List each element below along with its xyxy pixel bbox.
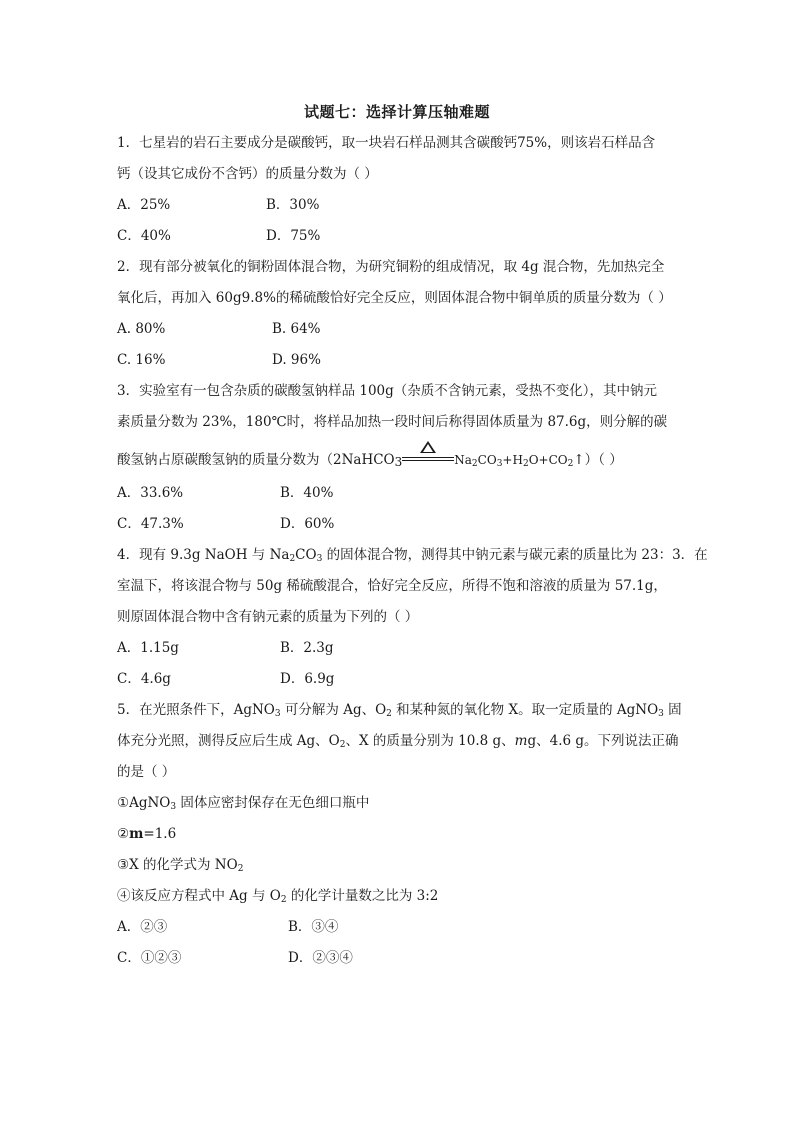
formula-part: O+CO [528,453,568,467]
q1-option-a: A．25% [117,197,171,213]
heating-condition-sign [402,453,454,469]
q1-options-row2 [117,221,695,252]
variable-m: m [514,733,528,749]
q5-option-b: B．③④ [288,919,339,935]
subscript: 3 [274,709,281,719]
q3-option-a: A．33.6% [117,485,184,501]
q4-stem-line1 [117,540,708,571]
q5-stem-line2 [117,726,695,757]
q4-option-d: D．6.9g [280,671,335,687]
subscript: 2 [237,864,244,874]
text-part: =1.6 [143,826,177,842]
text-part: ③X 的化学式为 NO [117,857,238,873]
q1-option-d: D．75% [266,228,321,244]
subscript: 2 [522,459,529,469]
formula-part: Na [454,453,472,467]
q2-option-c: C. 16% [117,352,166,368]
q3-options-row2 [117,509,695,540]
q5-statement-4 [117,881,695,912]
subscript: 2 [289,554,296,564]
q3-stem-line3 [117,438,695,478]
text-part: 、X 的质量分别为 10.8 g、 [345,733,515,749]
q4-option-c: C．4.6g [117,671,171,687]
q5-options-row1 [117,912,695,943]
q2-option-d: D. 96% [272,352,321,368]
subscript: 2 [386,709,392,719]
q3-options-row1 [117,478,695,509]
subscript: 3 [394,455,403,469]
q3-stem-line1: 3．实验室有一包含杂质的碳酸氢钠样品 100g（杂质不含钠元素，受热不变化），其中钠元 [117,383,658,399]
text-part: 的化学计量数之比为 3:2 [286,888,439,904]
text-part: ①AgNO [117,795,171,811]
subscript: 2 [339,740,346,750]
q4-option-b: B．2.3g [280,640,334,656]
text-part: 固体应密封保存在无色细口瓶中 [176,795,370,811]
text-part: 固 [663,702,682,718]
q5-stem-line1 [117,695,695,726]
formula-part: +H [502,453,523,467]
q5-statement-2 [117,819,695,850]
text-part: 4．现有 9.3g NaOH 与 Na [117,547,290,563]
question-list [117,128,708,974]
subscript: 2 [471,459,478,469]
variable-m: m [129,826,144,842]
text-part: 体充分光照，测得反应后生成 Ag、O [117,733,340,749]
q4-stem-line2: 室温下，将该混合物与 50g 稀硫酸混合，恰好完全反应，所得不饱和溶液的质量为 57.1g， [117,578,667,594]
subscript: 2 [567,459,574,469]
text-part: CO [295,547,317,563]
text-part: ② [117,826,130,842]
q2-stem-line1: 2．现有部分被氧化的铜粉固体混合物，为研究铜粉的组成情况，取 4g 混合物，先加热完全 [117,259,665,275]
q5-statement-1 [117,788,695,819]
q3-option-d: D．60% [280,516,335,532]
q1-option-b: B．30% [266,197,320,213]
q4-option-a: A．1.15g [117,640,179,656]
q5-option-d: D．②③④ [288,950,353,966]
subscript: 3 [316,554,323,564]
page-title: 试题七：选择计算压轴难题 [303,103,490,121]
text-part: 5．在光照条件下，AgNO [117,702,275,718]
q5-stem-line3: 的是（ ） [117,764,176,780]
subscript: 2 [280,895,287,905]
subscript: 3 [658,709,664,719]
q1-option-c: C．40% [117,228,171,244]
q3-option-b: B．40% [280,485,334,501]
q5-option-c: C．①②③ [117,950,182,966]
text-part: 可分解为 Ag、O [280,702,387,718]
q4-options-row1 [117,633,695,664]
q1-stem-line2: 钙（设其它成份不含钙）的质量分数为（ ） [117,166,378,182]
text-part: g、4.6 g。下列说法正确 [527,733,679,749]
q1-stem-line1: 1．七星岩的岩石主要成分是碳酸钙，取一块岩石样品测其含碳酸钙75%，则该岩石样品含 [117,135,656,151]
q4-stem-line3: 则原固体混合物中含有钠元素的质量为下列的（ ） [117,609,419,625]
text-part: 和某种氮的氧化物 X。取一定质量的 AgNO [391,702,659,718]
q5-statement-3 [117,850,695,881]
q2-stem-line2: 氧化后，再加入 60g9.8%的稀硫酸恰好完全反应，则固体混合物中铜单质的质量分数为（ ） [117,290,672,306]
q4-options-row2 [117,664,695,695]
text-part: 的固体混合物，测得其中钠元素与碳元素的质量比为 23：3．在 [322,547,708,563]
q2-options-row2 [117,345,695,376]
formula-part: ↑）（ ） [573,452,623,468]
subscript: 3 [170,802,177,812]
q3-stem-line2: 素质量分数为 23%，180℃时，将样品加热一段时间后称得固体质量为 87.6g，则分解的碳 [117,414,668,430]
formula-part: CO [477,453,497,467]
q5-option-a: A．②③ [117,919,168,935]
q2-options-row1 [117,314,695,345]
q3-line3-text: 酸氢钠占原碳酸氢钠的质量分数为（2NaHCO [117,452,395,468]
q1-options-row1 [117,190,695,221]
q2-option-b: B. 64% [272,321,321,337]
q5-options-row2 [117,943,695,974]
q3-option-c: C．47.3% [117,516,184,532]
q2-option-a: A. 80% [117,321,166,337]
text-part: ④该反应方程式中 Ag 与 O [117,888,281,904]
subscript: 3 [496,459,503,469]
